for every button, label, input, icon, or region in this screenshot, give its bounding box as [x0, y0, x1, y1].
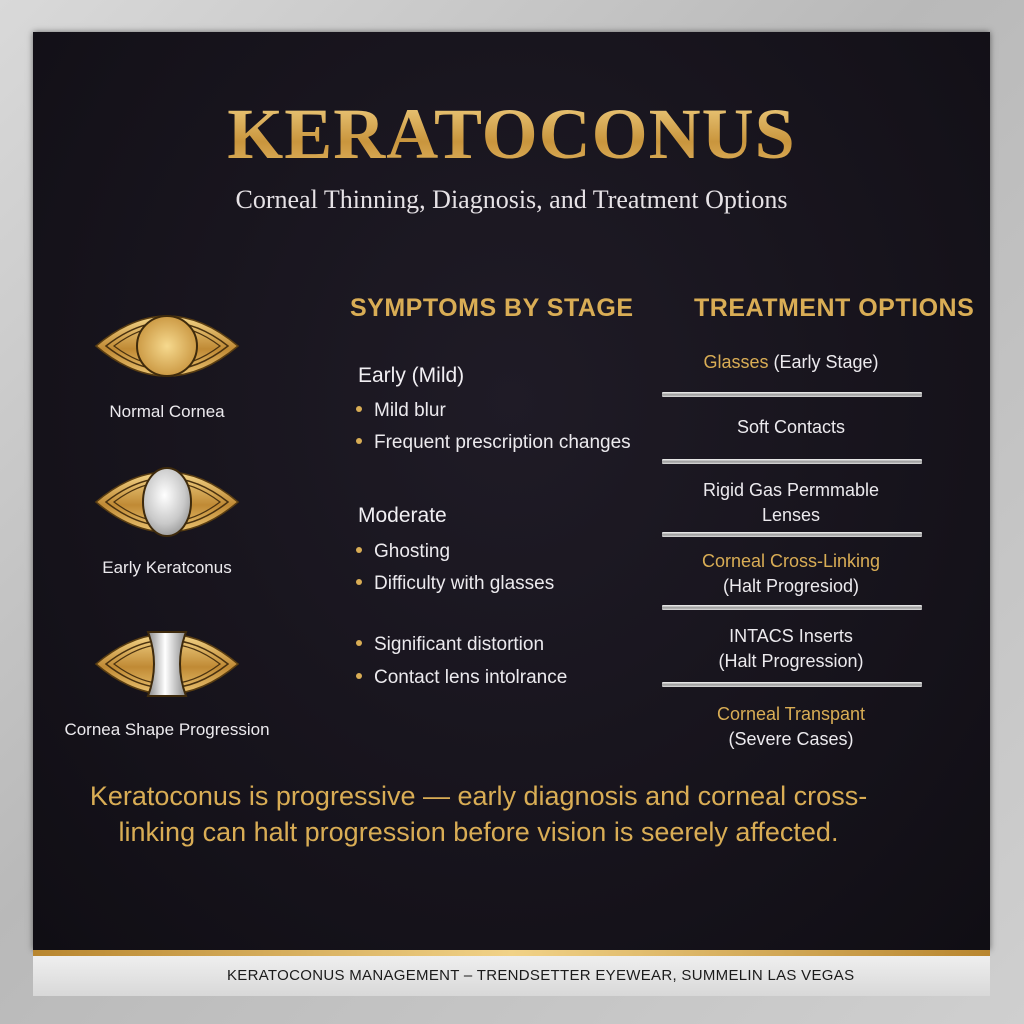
treatment-glasses: Glasses (Early Stage) — [703, 352, 879, 372]
footer-text: KERATOCONUS MANAGEMENT – TRENDSETTER EYEWEAR, SUMMELIN LAS VEGAS — [227, 967, 855, 984]
symptom-item: Difficulty with glasses — [356, 573, 554, 595]
eye-label: Early Keratconus — [102, 558, 232, 577]
footer-bar — [33, 956, 990, 996]
eye-cornea-progression — [52, 614, 282, 740]
eye-normal-cornea — [52, 296, 282, 422]
symptom-item: Mild blur — [356, 400, 446, 422]
symptom-item: Ghosting — [356, 541, 450, 563]
eye-early-keratoconus — [52, 452, 282, 578]
symptom-item: Contact lens intolrance — [356, 667, 567, 689]
eye-label: Normal Cornea — [109, 402, 225, 421]
treatment-corneal-transplant: Corneal Transpant (Severe Cases) — [716, 704, 866, 749]
bullet-dot-icon — [356, 438, 362, 444]
stage-moderate-title: Moderate — [358, 504, 447, 527]
early-keratoconus-eye-icon — [94, 452, 240, 552]
bullet-dot-icon — [356, 673, 362, 679]
eye-label: Cornea Shape Progression — [64, 720, 270, 739]
bullet-dot-icon — [356, 547, 362, 553]
bullet-dot-icon — [356, 640, 362, 646]
treatment-soft-contacts: Soft Contacts — [736, 417, 846, 437]
symptoms-heading: SYMPTOMS BY STAGE — [350, 294, 634, 322]
symptom-item: Frequent prescription changes — [356, 432, 631, 454]
treatment-cross-linking: Corneal Cross-Linking (Halt Progresiod) — [701, 551, 881, 596]
bullet-dot-icon — [356, 406, 362, 412]
divider — [662, 459, 922, 464]
treatment-intacs: INTACS Inserts (Halt Progression) — [718, 626, 864, 671]
divider — [662, 532, 922, 537]
stage-early-title: Early (Mild) — [358, 364, 465, 387]
symptom-item: Significant distortion — [356, 634, 544, 656]
page-title: KERATOCONUS — [33, 94, 990, 174]
treatments-heading: TREATMENT OPTIONS — [694, 294, 975, 322]
bullet-dot-icon — [356, 579, 362, 585]
page-subtitle: Corneal Thinning, Diagnosis, and Treatment Options — [235, 185, 788, 214]
divider — [662, 682, 922, 687]
summary-note: Keratoconus is progressive — early diagnosis and corneal cross-linking can halt progression before vision is seerely affected. — [89, 781, 868, 847]
divider — [662, 605, 922, 610]
treatment-rgp-lenses: Rigid Gas Permmable Lenses — [702, 480, 880, 525]
cornea-progression-eye-icon — [94, 614, 240, 714]
divider — [662, 392, 922, 397]
normal-cornea-eye-icon — [94, 296, 240, 396]
